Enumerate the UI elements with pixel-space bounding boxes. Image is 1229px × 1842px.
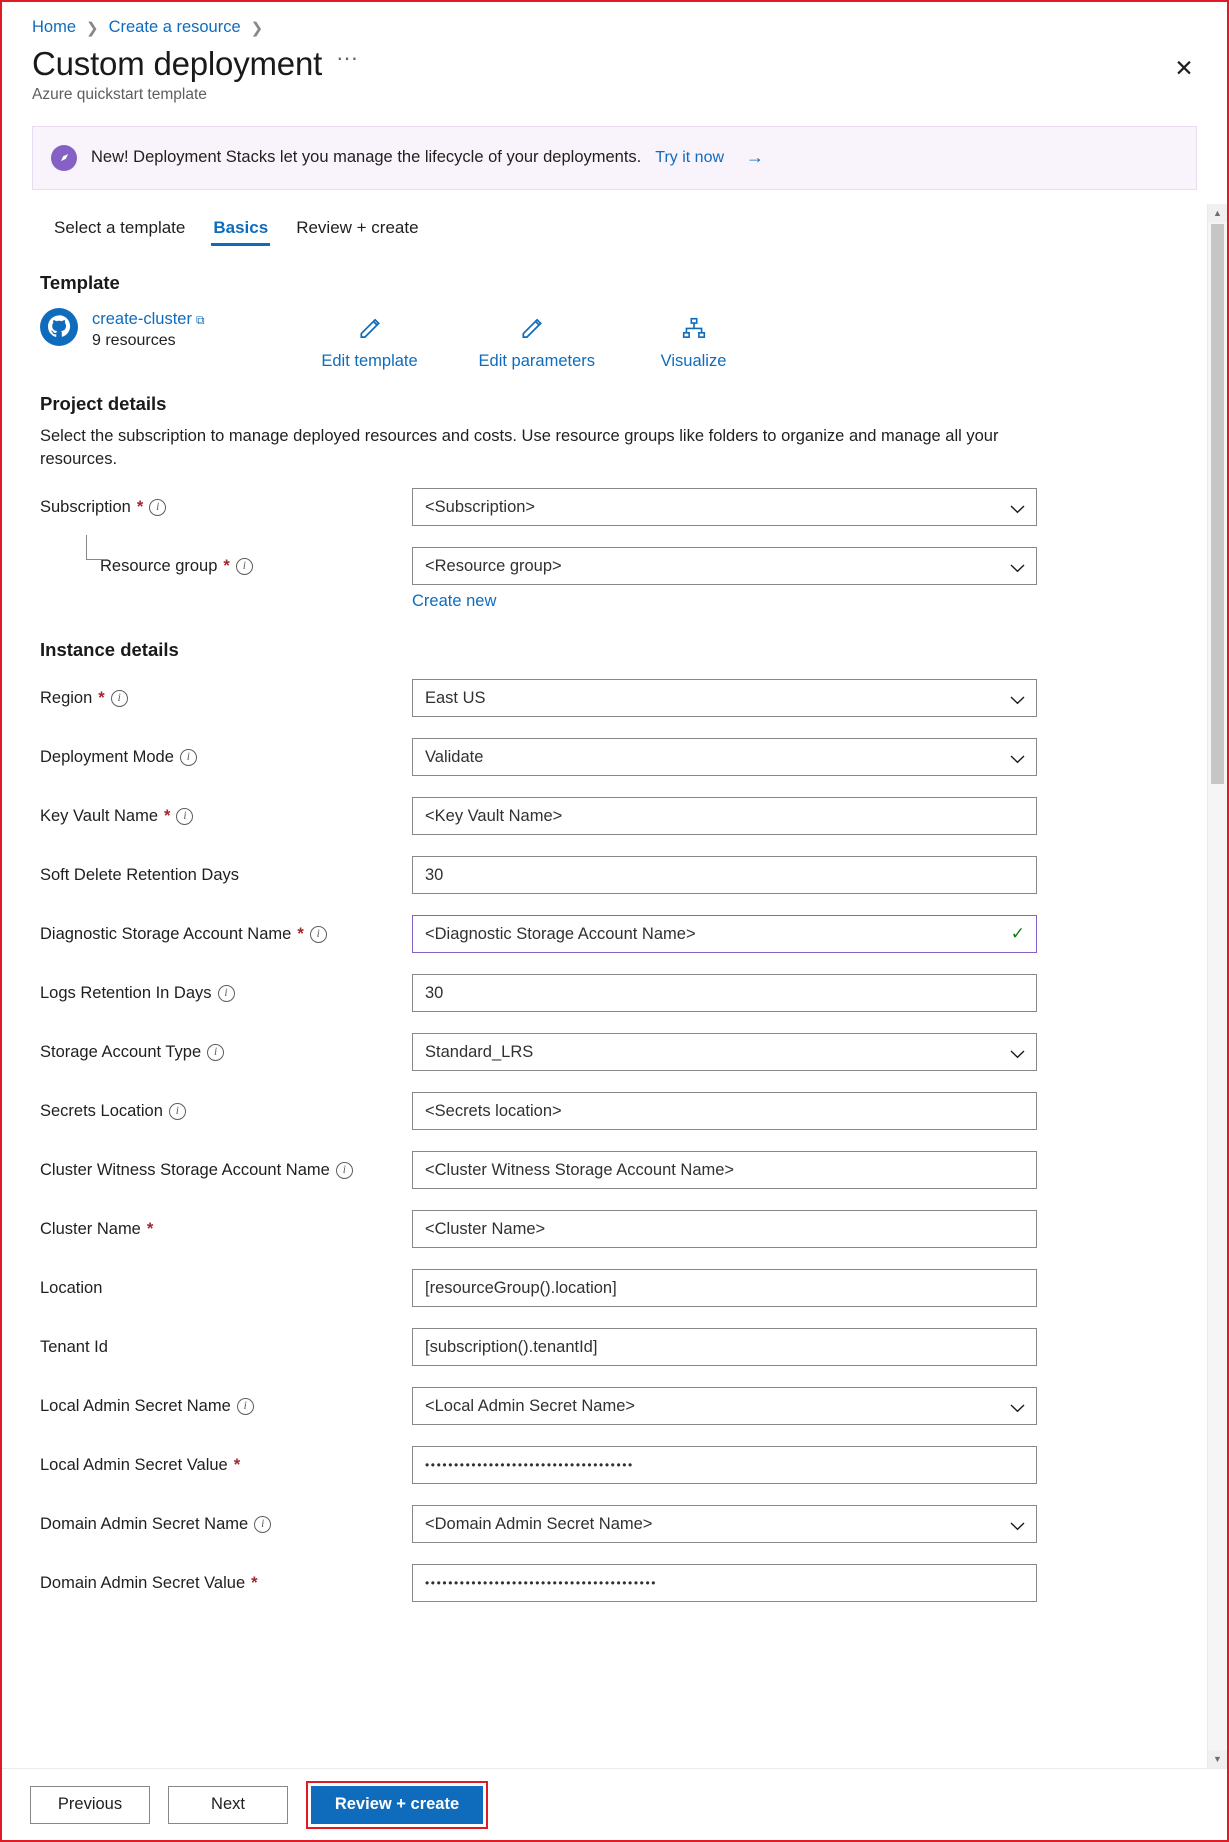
banner-text: New! Deployment Stacks let you manage the lifecycle of your deployments. xyxy=(91,148,642,167)
cluster-witness-storage-account-name-input[interactable] xyxy=(412,1151,1037,1189)
field-secrets-location xyxy=(412,1092,1037,1130)
template-summary xyxy=(40,308,1175,371)
chevron-down-icon xyxy=(1010,1399,1025,1418)
label-local-admin-secret-name: Local Admin Secret Name i xyxy=(32,1387,412,1417)
rocket-icon xyxy=(51,145,77,171)
info-icon[interactable]: i xyxy=(254,1516,271,1533)
sitemap-icon xyxy=(641,312,747,346)
info-icon[interactable]: i xyxy=(207,1044,224,1061)
diagnostic-storage-account-name-value: <Diagnostic Storage Account Name> xyxy=(425,924,696,943)
label-local-admin-secret-value: Local Admin Secret Value * xyxy=(32,1446,412,1476)
form-row-diagnostic-storage-account-name xyxy=(32,915,1175,961)
field-local-admin-secret-name xyxy=(412,1387,1037,1425)
field-location xyxy=(412,1269,1037,1307)
template-name-link[interactable]: create-cluster ⧉ xyxy=(92,309,205,328)
template-resource-count: 9 resources xyxy=(92,331,176,349)
wizard-footer xyxy=(2,1768,1227,1840)
external-link-icon: ⧉ xyxy=(195,312,205,327)
field-region xyxy=(412,679,1037,717)
visualize-button[interactable] xyxy=(641,312,747,371)
field-soft-delete-retention-days xyxy=(412,856,1037,894)
required-marker: * xyxy=(146,1220,154,1239)
domain-admin-secret-value-input[interactable] xyxy=(412,1564,1037,1602)
field-deployment-mode xyxy=(412,738,1037,776)
form-row-deployment-mode xyxy=(32,738,1175,784)
diagnostic-storage-account-name-input[interactable] xyxy=(412,915,1037,953)
field-cluster-witness-storage-account-name xyxy=(412,1151,1037,1189)
domain-admin-secret-value-masked: •••••••••••••••••••••••••••••••••••••••• xyxy=(425,1576,658,1591)
label-deployment-mode: Deployment Mode i xyxy=(32,738,412,768)
form-row-domain-admin-secret-name xyxy=(32,1505,1175,1551)
info-icon[interactable]: i xyxy=(310,926,327,943)
page-title: Custom deployment xyxy=(32,45,323,82)
form-row-storage-account-type xyxy=(32,1033,1175,1079)
tree-connector xyxy=(86,535,108,560)
field-storage-account-type xyxy=(412,1033,1037,1071)
label-logs-retention-in-days: Logs Retention In Days i xyxy=(32,974,412,1004)
field-resource-group xyxy=(412,547,1037,611)
chevron-down-icon xyxy=(1010,1517,1025,1536)
blade-content xyxy=(2,204,1205,1768)
label-domain-admin-secret-value: Domain Admin Secret Value * xyxy=(32,1564,412,1594)
breadcrumb xyxy=(2,2,1227,41)
instance-details-form xyxy=(32,679,1175,1610)
blade-scroll-region xyxy=(2,204,1227,1768)
chevron-down-icon xyxy=(1010,559,1025,578)
field-tenant-id xyxy=(412,1328,1037,1366)
edit-template-button[interactable] xyxy=(317,312,423,371)
form-row-domain-admin-secret-value xyxy=(32,1564,1175,1610)
tab-basics[interactable]: Basics xyxy=(199,212,282,250)
section-heading-instance-details: Instance details xyxy=(40,639,179,661)
info-icon[interactable]: i xyxy=(149,499,166,516)
cluster-witness-storage-account-name-value: <Cluster Witness Storage Account Name> xyxy=(425,1160,735,1179)
chevron-down-icon xyxy=(1010,750,1025,769)
info-icon[interactable]: i xyxy=(237,1398,254,1415)
scroll-down-arrow-icon[interactable]: ▼ xyxy=(1208,1750,1227,1768)
form-row-resource-group xyxy=(32,547,1175,611)
info-icon[interactable]: i xyxy=(180,749,197,766)
logs-retention-in-days-input[interactable] xyxy=(412,974,1037,1012)
field-cluster-name xyxy=(412,1210,1037,1248)
required-marker: * xyxy=(223,557,230,576)
secrets-location-input[interactable] xyxy=(412,1092,1037,1130)
info-icon[interactable]: i xyxy=(218,985,235,1002)
local-admin-secret-value-masked: •••••••••••••••••••••••••••••••••••• xyxy=(425,1458,634,1473)
wizard-tabs xyxy=(40,204,1175,250)
pencil-icon xyxy=(317,312,423,346)
previous-button[interactable]: Previous xyxy=(30,1786,150,1824)
secrets-location-value: <Secrets location> xyxy=(425,1101,562,1120)
soft-delete-retention-days-input[interactable] xyxy=(412,856,1037,894)
banner-try-it-now-link[interactable]: Try it now xyxy=(655,148,725,166)
review-create-button[interactable]: Review + create xyxy=(311,1786,483,1824)
label-storage-account-type: Storage Account Type i xyxy=(32,1033,412,1063)
field-logs-retention-in-days xyxy=(412,974,1037,1012)
tenant-id-input[interactable] xyxy=(412,1328,1037,1366)
form-row-location xyxy=(32,1269,1175,1315)
label-secrets-location: Secrets Location i xyxy=(32,1092,412,1122)
region-value: East US xyxy=(425,688,486,707)
label-domain-admin-secret-name: Domain Admin Secret Name i xyxy=(32,1505,412,1535)
info-icon[interactable]: i xyxy=(336,1162,353,1179)
project-details-description: Select the subscription to manage deployed resources and costs. Use resource groups like folders to organize and manage all your resources. xyxy=(40,426,999,468)
github-icon xyxy=(40,308,78,346)
arrow-right-icon[interactable]: → xyxy=(746,147,765,168)
close-icon[interactable]: ✕ xyxy=(1174,54,1194,81)
domain-admin-secret-name-value: <Domain Admin Secret Name> xyxy=(425,1514,653,1533)
form-row-local-admin-secret-value xyxy=(32,1446,1175,1492)
form-row-region xyxy=(32,679,1175,725)
form-row-secrets-location xyxy=(32,1092,1175,1138)
field-diagnostic-storage-account-name xyxy=(412,915,1037,953)
chevron-right-icon: ❯ xyxy=(250,19,264,37)
tab-select-a-template[interactable]: Select a template xyxy=(54,217,186,237)
form-row-subscription xyxy=(32,488,1175,534)
azure-portal-blade xyxy=(2,2,1227,1840)
visualize-label: Visualize xyxy=(660,351,727,370)
template-meta xyxy=(92,308,205,350)
more-options-icon[interactable]: ··· xyxy=(336,45,359,70)
edit-template-label: Edit template xyxy=(321,351,418,370)
field-subscription xyxy=(412,488,1037,526)
resource-group-dropdown[interactable] xyxy=(412,547,1037,585)
checkmark-icon: ✓ xyxy=(1010,924,1025,944)
required-marker: * xyxy=(98,689,105,708)
label-tenant-id: Tenant Id xyxy=(40,1338,108,1357)
chevron-down-icon xyxy=(1010,691,1025,710)
info-icon[interactable]: i xyxy=(176,808,193,825)
breadcrumb-item-create-a-resource[interactable]: Create a resource xyxy=(108,18,241,36)
template-actions xyxy=(317,308,747,371)
subscription-dropdown[interactable] xyxy=(412,488,1037,526)
chevron-down-icon xyxy=(1010,500,1025,519)
chevron-down-icon xyxy=(1010,1045,1025,1064)
blade-title-bar xyxy=(2,41,1227,104)
label-subscription: Subscription * i xyxy=(32,488,412,518)
key-vault-name-value: <Key Vault Name> xyxy=(425,806,563,825)
scroll-up-arrow-icon[interactable]: ▲ xyxy=(1208,204,1227,222)
required-marker: * xyxy=(251,1574,258,1593)
logs-retention-in-days-value: 30 xyxy=(425,983,444,1002)
label-cluster-witness-storage-account-name: Cluster Witness Storage Account Name i xyxy=(32,1151,412,1181)
resource-group-value: <Resource group> xyxy=(425,556,562,575)
required-marker: * xyxy=(164,807,171,826)
breadcrumb-item-home[interactable]: Home xyxy=(32,18,77,36)
subscription-value: <Subscription> xyxy=(425,497,536,516)
location-input[interactable] xyxy=(412,1269,1037,1307)
info-icon[interactable]: i xyxy=(169,1103,186,1120)
pencil-icon xyxy=(479,312,585,346)
tenant-id-value: [subscription().tenantId] xyxy=(425,1337,598,1356)
soft-delete-retention-days-value: 30 xyxy=(425,865,444,884)
chevron-right-icon: ❯ xyxy=(86,19,99,37)
location-value: [resourceGroup().location] xyxy=(425,1278,617,1297)
label-resource-group: Resource group * i xyxy=(32,547,412,577)
form-row-cluster-witness-storage-account-name xyxy=(32,1151,1175,1197)
edit-parameters-button[interactable] xyxy=(478,312,595,371)
storage-account-type-value: Standard_LRS xyxy=(425,1042,534,1061)
field-local-admin-secret-value xyxy=(412,1446,1037,1484)
section-heading-project-details: Project details xyxy=(40,392,167,414)
local-admin-secret-value-input[interactable] xyxy=(412,1446,1037,1484)
required-marker: * xyxy=(233,1456,241,1475)
field-domain-admin-secret-value xyxy=(412,1564,1037,1602)
section-heading-template: Template xyxy=(40,271,120,293)
label-cluster-name: Cluster Name * xyxy=(32,1210,412,1240)
title-block xyxy=(32,45,1197,104)
page-subtitle: Azure quickstart template xyxy=(32,85,207,103)
form-row-tenant-id xyxy=(32,1328,1175,1374)
tab-review-create[interactable]: Review + create xyxy=(296,217,419,237)
key-vault-name-input[interactable] xyxy=(412,797,1037,835)
info-icon[interactable]: i xyxy=(111,690,128,707)
next-button[interactable]: Next xyxy=(168,1786,288,1824)
local-admin-secret-name-value: <Local Admin Secret Name> xyxy=(425,1396,636,1415)
cluster-name-input[interactable] xyxy=(412,1210,1037,1248)
field-domain-admin-secret-name xyxy=(412,1505,1037,1543)
form-row-soft-delete-retention-days xyxy=(32,856,1175,902)
form-row-local-admin-secret-name xyxy=(32,1387,1175,1433)
region-dropdown[interactable] xyxy=(412,679,1037,717)
info-icon[interactable]: i xyxy=(236,558,253,575)
label-key-vault-name: Key Vault Name * i xyxy=(32,797,412,827)
required-marker: * xyxy=(297,925,304,944)
cluster-name-value: <Cluster Name> xyxy=(425,1219,546,1238)
vertical-scrollbar[interactable] xyxy=(1207,204,1227,1768)
project-details-form xyxy=(32,488,1175,611)
form-row-cluster-name xyxy=(32,1210,1175,1256)
deployment-stacks-banner xyxy=(32,126,1197,190)
label-location: Location xyxy=(40,1279,103,1298)
create-new-resource-group-link[interactable]: Create new xyxy=(412,592,497,611)
field-key-vault-name xyxy=(412,797,1037,835)
deployment-mode-value: Validate xyxy=(425,747,484,766)
storage-account-type-dropdown[interactable] xyxy=(412,1033,1037,1071)
domain-admin-secret-name-dropdown[interactable] xyxy=(412,1505,1037,1543)
deployment-mode-dropdown[interactable] xyxy=(412,738,1037,776)
review-create-highlight xyxy=(306,1781,488,1829)
edit-parameters-label: Edit parameters xyxy=(478,351,595,370)
scrollbar-thumb[interactable] xyxy=(1211,224,1224,784)
label-diagnostic-storage-account-name: Diagnostic Storage Account Name * i xyxy=(32,915,412,945)
required-marker: * xyxy=(136,498,144,517)
label-region: Region * i xyxy=(32,679,412,709)
form-row-logs-retention-in-days xyxy=(32,974,1175,1020)
form-row-key-vault-name xyxy=(32,797,1175,843)
label-soft-delete-retention-days: Soft Delete Retention Days xyxy=(40,866,240,885)
local-admin-secret-name-dropdown[interactable] xyxy=(412,1387,1037,1425)
